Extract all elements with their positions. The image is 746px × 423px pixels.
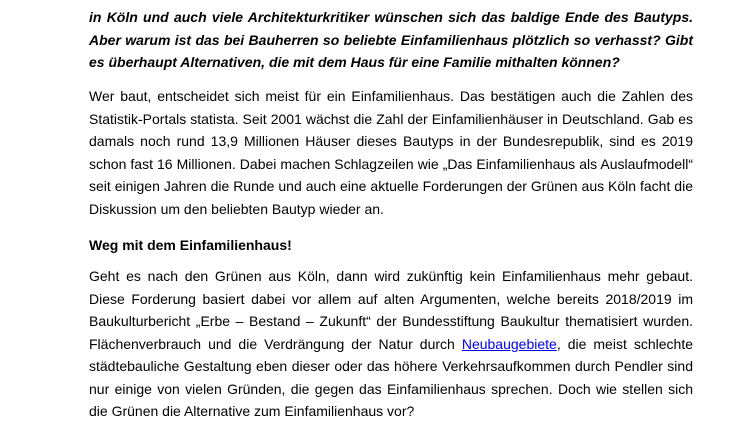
paragraph-2-text-start: Geht es nach den Grünen aus Köln, dann wird zukünftig kein Einfamilienhaus mehr gebaut. Diese Forderung basiert dabei vor allem auf alten Argumenten, welche bereits 2018/2019 im Baukulturbericht „Erbe – Bestand – Zukunft“ der Bundesstiftung Baukultur thematisiert wurden. Flächenverbrauch und die Verdrängung der Natur durch [89, 268, 693, 352]
body-paragraph-2 [89, 265, 693, 423]
paragraph-2-text-end: , die meist schlechte städtebauliche Gestaltung eben dieser oder das höhere Verkehrsaufkommen durch Pendler sind nur einige von vielen Gründen, die gegen das Einfamilienhaus sprechen. Doch wie stellen sich die Grünen die Alternative zum Einfamilienhaus vor? [89, 335, 693, 419]
section-heading: Weg mit dem Einfamilienhaus! [89, 237, 292, 253]
body-paragraph-1: Wer baut, entscheidet sich meist für ein Einfamilienhaus. Das bestätigen auch die Zahlen des Statistik-Portals statista. Seit 2001 wächst die Zahl der Einfamilienhäuser in Deutschland. Gab es damals noch rund 13,9 Millionen Häuser dieses Bautyps in der Bundesrepublik, sind es 2019 schon fast 16 Millionen. Dabei machen Schlagzeilen wie „Das Einfamilienhaus als Auslaufmodell“ seit einigen Jahren die Runde und auch eine aktuelle Forderungen der Grünen aus Köln facht die Diskussion um den beliebten Bautyp wieder an. [89, 88, 693, 217]
neubaugebiete-link[interactable]: Neubaugebiete [461, 335, 557, 352]
lead-paragraph: in Köln und auch viele Architekturkritiker wünschen sich das baldige Ende des Bautyps. Aber warum ist das bei Bauherren so beliebte Einfamilienhaus plötzlich so verhasst? Gibt es überhaupt Alternativen, die mit dem Haus für eine Familie mithalten können? [89, 9, 693, 70]
